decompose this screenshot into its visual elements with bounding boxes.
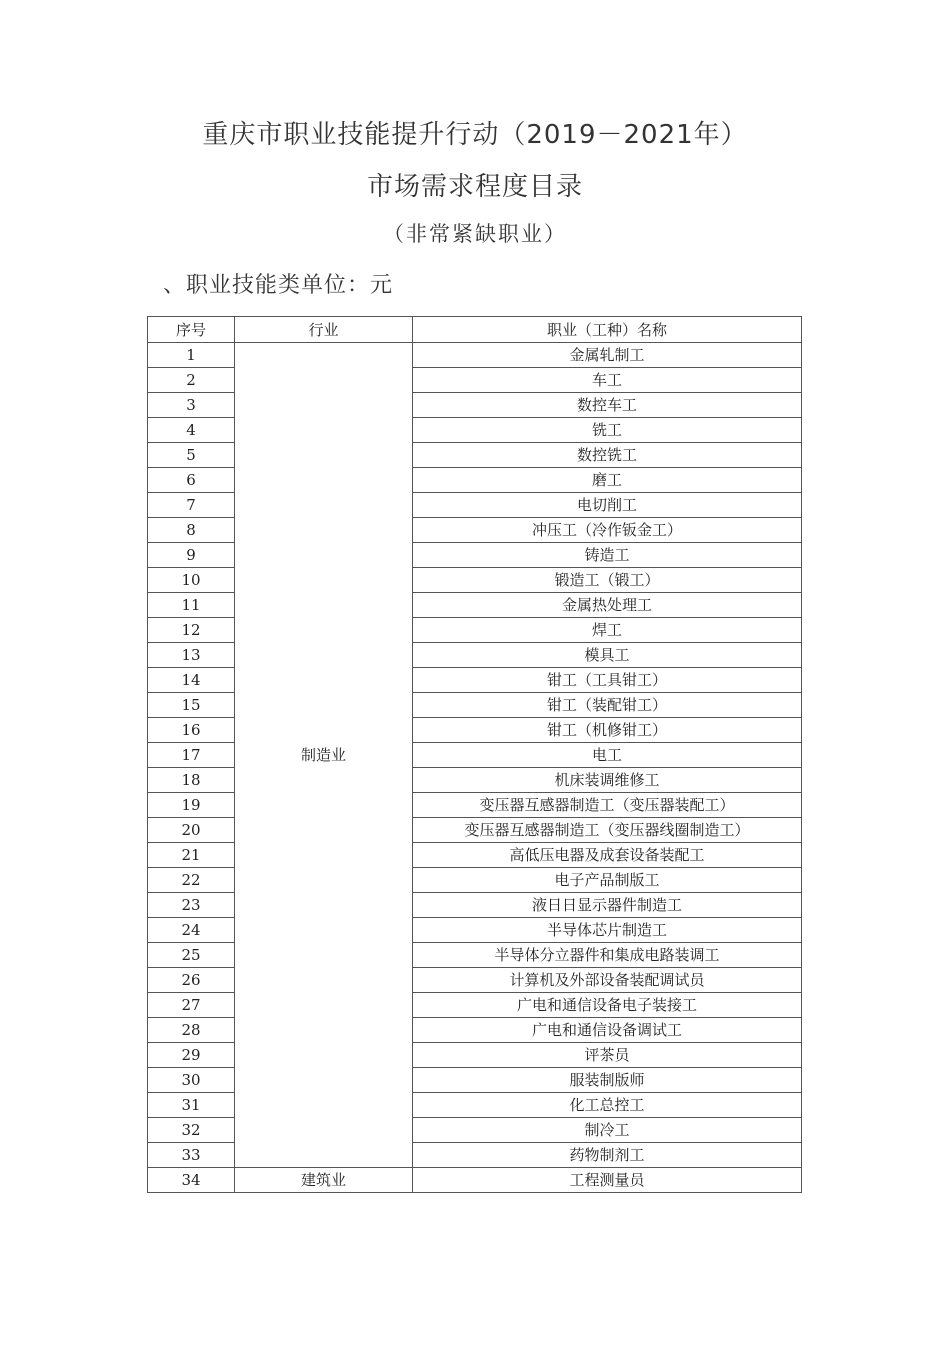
serial-number-cell: 33 — [148, 1143, 235, 1168]
serial-number-cell: 2 — [148, 368, 235, 393]
serial-number-cell: 12 — [148, 618, 235, 643]
occupation-name-cell: 金属热处理工 — [413, 593, 802, 618]
occupation-name-cell: 模具工 — [413, 643, 802, 668]
document-subtitle: （非常紧缺职业） — [383, 222, 567, 246]
occupation-name-cell: 制冷工 — [413, 1118, 802, 1143]
industry-cell: 建筑业 — [235, 1168, 413, 1193]
occupation-name-cell: 计算机及外部设备装配调试员 — [413, 968, 802, 993]
occupation-name-cell: 数控铣工 — [413, 443, 802, 468]
occupation-name-cell: 液日日显示器件制造工 — [413, 893, 802, 918]
occupation-name-cell: 磨工 — [413, 468, 802, 493]
serial-number-cell: 32 — [148, 1118, 235, 1143]
serial-number-cell: 7 — [148, 493, 235, 518]
header-serial: 序号 — [148, 317, 235, 343]
occupation-name-cell: 车工 — [413, 368, 802, 393]
serial-number-cell: 31 — [148, 1093, 235, 1118]
occupation-name-cell: 半导体分立器件和集成电路装调工 — [413, 943, 802, 968]
occupation-name-cell: 高低压电器及成套设备装配工 — [413, 843, 802, 868]
occupation-name-cell: 电子产品制版工 — [413, 868, 802, 893]
serial-number-cell: 4 — [148, 418, 235, 443]
header-industry: 行业 — [235, 317, 413, 343]
serial-number-cell: 27 — [148, 993, 235, 1018]
table-header-row — [148, 317, 802, 343]
header-occupation: 职业（工种）名称 — [413, 317, 802, 343]
serial-number-cell: 24 — [148, 918, 235, 943]
serial-number-cell: 18 — [148, 768, 235, 793]
serial-number-cell: 13 — [148, 643, 235, 668]
serial-number-cell: 5 — [148, 443, 235, 468]
serial-number-cell: 19 — [148, 793, 235, 818]
occupation-name-cell: 钳工（工具钳工） — [413, 668, 802, 693]
occupation-name-cell: 铣工 — [413, 418, 802, 443]
serial-number-cell: 17 — [148, 743, 235, 768]
serial-number-cell: 16 — [148, 718, 235, 743]
occupation-name-cell: 金属轧制工 — [413, 343, 802, 368]
occupation-name-cell: 铸造工 — [413, 543, 802, 568]
occupation-name-cell: 变压器互感器制造工（变压器装配工） — [413, 793, 802, 818]
document-title-line2: 市场需求程度目录 — [366, 172, 583, 202]
serial-number-cell: 9 — [148, 543, 235, 568]
occupation-name-cell: 服装制版师 — [413, 1068, 802, 1093]
serial-number-cell: 14 — [148, 668, 235, 693]
serial-number-cell: 28 — [148, 1018, 235, 1043]
serial-number-cell: 6 — [148, 468, 235, 493]
occupation-name-cell: 工程测量员 — [413, 1168, 802, 1193]
occupation-name-cell: 药物制剂工 — [413, 1143, 802, 1168]
serial-number-cell: 30 — [148, 1068, 235, 1093]
serial-number-cell: 10 — [148, 568, 235, 593]
serial-number-cell: 8 — [148, 518, 235, 543]
occupation-name-cell: 变压器互感器制造工（变压器线圈制造工） — [413, 818, 802, 843]
serial-number-cell: 1 — [148, 343, 235, 368]
serial-number-cell: 29 — [148, 1043, 235, 1068]
unit-line: 、职业技能类单位：元 — [163, 273, 394, 298]
occupation-name-cell: 评茶员 — [413, 1043, 802, 1068]
serial-number-cell: 22 — [148, 868, 235, 893]
serial-number-cell: 26 — [148, 968, 235, 993]
occupation-name-cell: 广电和通信设备调试工 — [413, 1018, 802, 1043]
occupation-name-cell: 冲压工（冷作钣金工） — [413, 518, 802, 543]
occupation-name-cell: 电工 — [413, 743, 802, 768]
occupation-name-cell: 焊工 — [413, 618, 802, 643]
serial-number-cell: 21 — [148, 843, 235, 868]
occupation-name-cell: 数控车工 — [413, 393, 802, 418]
occupation-name-cell: 广电和通信设备电子装接工 — [413, 993, 802, 1018]
occupation-table — [147, 316, 802, 1193]
serial-number-cell: 25 — [148, 943, 235, 968]
occupation-name-cell: 化工总控工 — [413, 1093, 802, 1118]
document-title: 重庆市职业技能提升行动（2019－2021年） — [202, 120, 748, 150]
occupation-name-cell: 钳工（机修钳工） — [413, 718, 802, 743]
table-row — [148, 1168, 802, 1193]
table-body — [148, 343, 802, 1193]
serial-number-cell: 34 — [148, 1168, 235, 1193]
occupation-name-cell: 电切削工 — [413, 493, 802, 518]
occupation-name-cell: 锻造工（锻工） — [413, 568, 802, 593]
industry-cell: 制造业 — [235, 343, 413, 1168]
serial-number-cell: 20 — [148, 818, 235, 843]
serial-number-cell: 15 — [148, 693, 235, 718]
occupation-name-cell: 机床装调维修工 — [413, 768, 802, 793]
occupation-name-cell: 钳工（装配钳工） — [413, 693, 802, 718]
serial-number-cell: 23 — [148, 893, 235, 918]
occupation-name-cell: 半导体芯片制造工 — [413, 918, 802, 943]
serial-number-cell: 3 — [148, 393, 235, 418]
serial-number-cell: 11 — [148, 593, 235, 618]
table-row — [148, 343, 802, 368]
